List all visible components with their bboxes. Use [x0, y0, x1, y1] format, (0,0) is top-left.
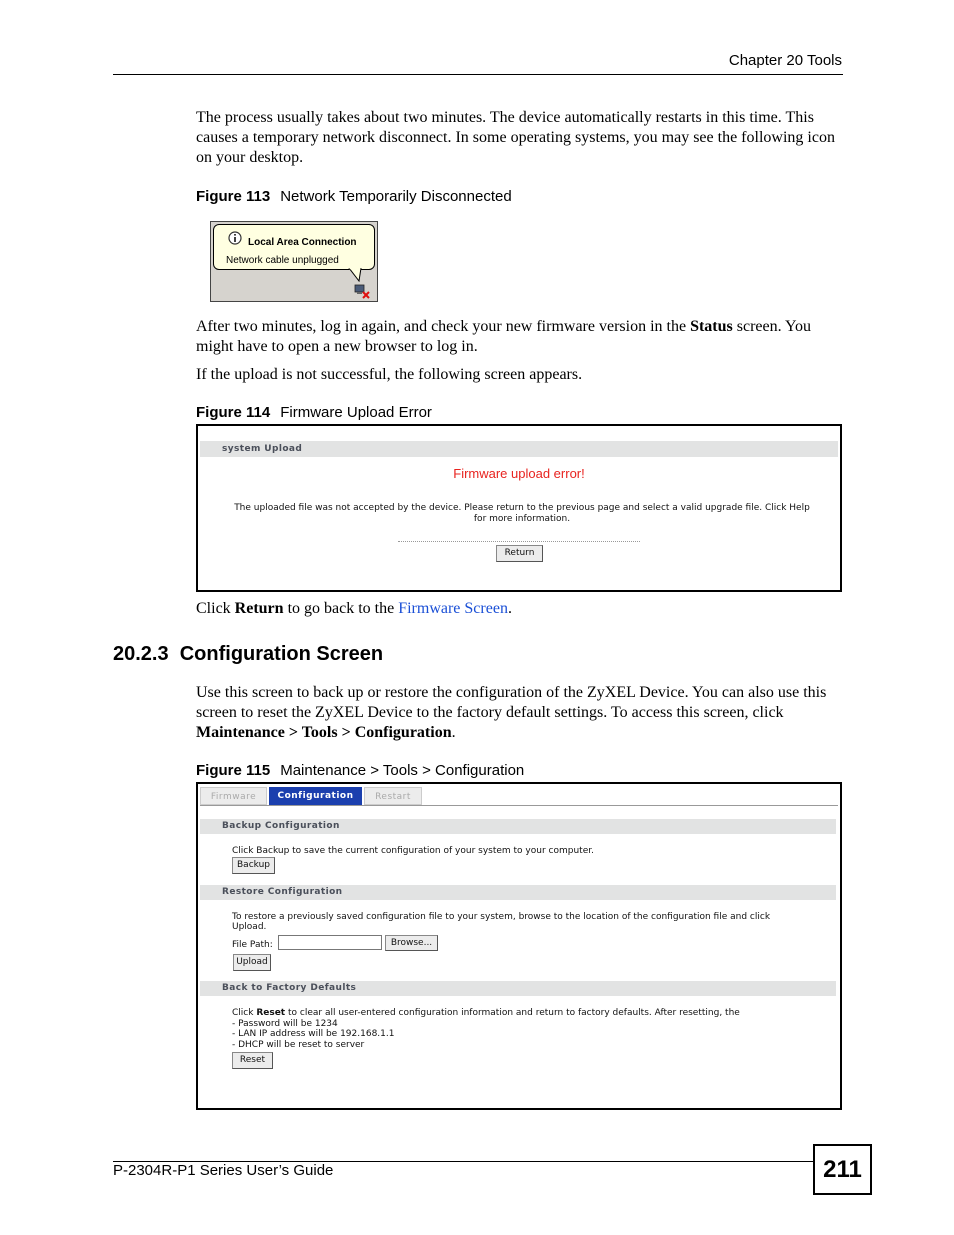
- figure-115-caption: [196, 762, 524, 779]
- balloon-pointer: [347, 268, 363, 282]
- balloon-message: Network cable unplugged: [226, 255, 339, 266]
- configuration-screen: [196, 782, 842, 1110]
- figure-title: Network Temporarily Disconnected: [280, 188, 512, 205]
- paragraph-upload-fail: If the upload is not successful, the following screen appears.: [196, 366, 583, 383]
- factory-text-2: to clear all user-entered configuration information and return to factory defaults. After resetting, the: [285, 1008, 740, 1018]
- return-button[interactable]: Return: [496, 545, 543, 562]
- tab-restart[interactable]: Restart: [364, 787, 422, 805]
- chapter-header: Chapter 20 Tools: [728, 52, 842, 69]
- dotted-divider: [398, 541, 640, 542]
- backup-button[interactable]: Backup: [232, 857, 275, 874]
- paragraph-click-return: [196, 599, 842, 619]
- info-icon: [228, 231, 242, 245]
- reset-button[interactable]: Reset: [232, 1052, 273, 1069]
- section-heading: 20.2.3 Configuration Screen: [113, 643, 384, 665]
- guide-title: P-2304R-P1 Series User’s Guide: [113, 1162, 334, 1179]
- factory-line-ip: - LAN IP address will be 192.168.1.1: [232, 1029, 395, 1039]
- network-disconnected-icon: [353, 283, 371, 299]
- backup-configuration-bar: Backup Configuration: [200, 819, 836, 834]
- tab-firmware[interactable]: Firmware: [200, 787, 267, 805]
- system-upload-bar: system Upload: [200, 441, 838, 457]
- backup-description: Click Backup to save the current configuration of your system to your computer.: [232, 846, 594, 856]
- separator: >: [284, 724, 302, 741]
- tab-strip-line: [200, 805, 838, 806]
- firmware-upload-error-screen: [196, 424, 842, 592]
- firmware-error-heading: Firmware upload error!: [453, 466, 585, 481]
- maintenance-term: Maintenance: [196, 724, 285, 741]
- firmware-error-message: The uploaded file was not accepted by the device. Please return to the previous page and select a valid upgrade file. Click Help for more information.: [234, 503, 810, 524]
- factory-description: [232, 1008, 792, 1018]
- para2-text-1: After two minutes, log in again, and check your new firmware version in the: [196, 318, 691, 335]
- page-number: 211: [813, 1144, 872, 1195]
- para4-text-2: to go back to the: [283, 600, 399, 617]
- figure-title: Firmware Upload Error: [280, 404, 432, 421]
- figure-label: Figure 115: [196, 762, 271, 779]
- figure-114-caption: [196, 404, 432, 421]
- restore-description: To restore a previously saved configuration file to your system, browse to the location of the configuration file and click Upload.: [232, 912, 771, 932]
- tab-configuration[interactable]: Configuration: [269, 787, 362, 805]
- para5-text-2: .: [451, 724, 456, 741]
- balloon-title: Local Area Connection: [248, 237, 357, 248]
- return-term: Return: [234, 600, 284, 617]
- figure-label: Figure 113: [196, 188, 271, 205]
- status-term: Status: [690, 318, 733, 335]
- factory-text-1: Click: [232, 1008, 257, 1018]
- header-rule: [113, 74, 843, 75]
- reset-term: Reset: [256, 1008, 286, 1018]
- factory-line-dhcp: - DHCP will be reset to server: [232, 1040, 365, 1050]
- paragraph-process: The process usually takes about two minutes. The device automatically restarts in this time. This causes a temporary network disconnect. In some operating systems, you may see the following icon on your desktop.: [196, 109, 835, 166]
- para2-text-2: screen. You might have to open a new browser to log in.: [196, 318, 811, 355]
- upload-button[interactable]: Upload: [233, 954, 271, 971]
- file-path-input[interactable]: [278, 935, 382, 950]
- figure-title: Maintenance > Tools > Configuration: [280, 762, 525, 779]
- tools-term: Tools: [301, 724, 338, 741]
- para4-text-3: .: [507, 600, 512, 617]
- para4-text-1: Click: [196, 600, 235, 617]
- configuration-term: Configuration: [354, 724, 452, 741]
- factory-defaults-bar: Back to Factory Defaults: [200, 981, 836, 996]
- separator: >: [337, 724, 355, 741]
- paragraph-after-two-minutes: [196, 317, 842, 357]
- firmware-screen-link[interactable]: Firmware Screen: [398, 600, 508, 617]
- browse-button[interactable]: Browse...: [385, 935, 438, 951]
- para5-text-1: Use this screen to back up or restore the configuration of the ZyXEL Device. You can also use this screen to reset the ZyXEL Device to the factory default settings. To access this screen, click: [196, 684, 827, 721]
- factory-line-password: - Password will be 1234: [232, 1019, 338, 1029]
- restore-configuration-bar: Restore Configuration: [200, 885, 836, 900]
- file-path-label: File Path:: [232, 940, 273, 950]
- paragraph-configuration: [196, 683, 842, 743]
- figure-113-caption: [196, 188, 512, 205]
- notification-balloon: [213, 224, 375, 270]
- network-disconnected-image: [210, 221, 378, 302]
- figure-label: Figure 114: [196, 404, 271, 421]
